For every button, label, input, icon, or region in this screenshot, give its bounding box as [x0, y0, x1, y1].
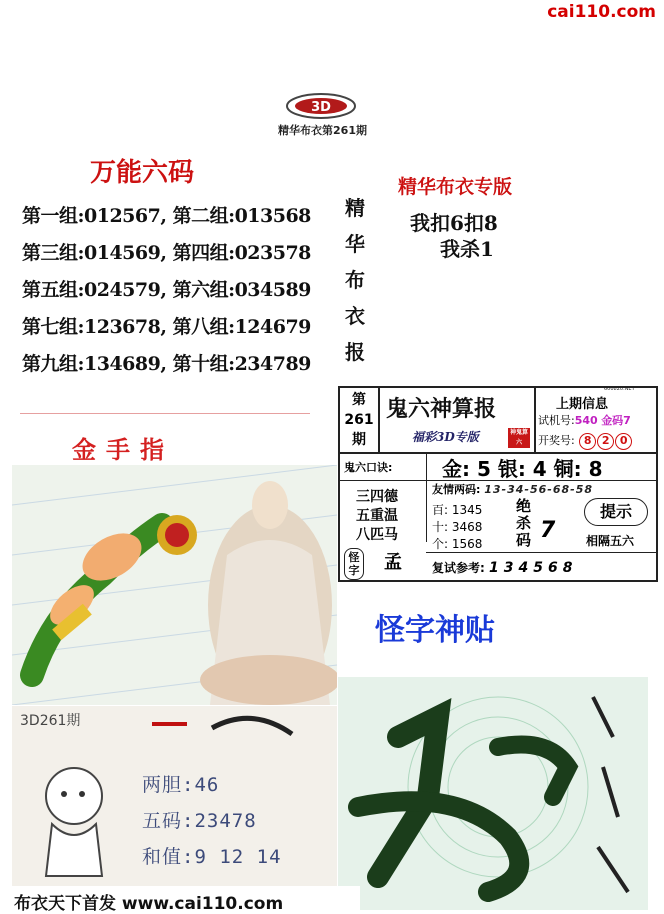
ghost-row-ref	[426, 552, 656, 581]
ref-value: 134568	[489, 560, 578, 576]
vertical-char: 衣	[345, 304, 365, 328]
vertical-char: 华	[345, 232, 365, 256]
draw-ball: 8	[579, 433, 596, 450]
ghost-left-line: 五重温	[356, 508, 398, 524]
ghost-period-part: 期	[352, 432, 366, 448]
vertical-char: 布	[345, 268, 365, 292]
footer-bar	[0, 886, 360, 914]
ghost-left-lines	[356, 488, 416, 545]
calligraphy-panel	[338, 677, 648, 910]
guaizi-label: 怪字	[344, 548, 364, 580]
draw-ball: 2	[597, 433, 614, 450]
friend-label: 友情两码:	[432, 483, 481, 496]
friend-codes	[432, 481, 593, 497]
vertical-char: 精	[345, 196, 365, 220]
draw-ball: 0	[615, 433, 632, 450]
draw-number	[538, 432, 632, 450]
ghost-watermark: 600820.NET	[604, 386, 635, 392]
period-label: 精华布衣第261期	[278, 124, 367, 137]
bai-line: 百: 1345	[432, 503, 483, 517]
group-row: 第三组:014569, 第四组:023578	[22, 242, 311, 264]
kou-text: 我扣6扣8	[410, 211, 498, 235]
bottom-left-panel	[12, 706, 337, 886]
last-period-title: 上期信息	[556, 397, 609, 412]
ghost-separator	[426, 452, 427, 542]
ge-line: 个: 1568	[432, 537, 483, 551]
bai-shi-ge	[432, 502, 482, 553]
ref-line	[432, 559, 577, 576]
ghost-six-table	[338, 386, 658, 582]
jsm-number: 7	[540, 518, 556, 543]
bl-line: 五码:23478	[142, 810, 257, 832]
friend-value: 13-34-56-68-58	[484, 483, 594, 496]
group-row: 第一组:012567, 第二组:013568	[22, 205, 311, 227]
ghost-header	[340, 388, 656, 454]
ghost-badge: 神鬼算六	[509, 429, 528, 446]
vertical-char: 报	[345, 340, 365, 364]
shi-line: 十: 3468	[432, 520, 483, 534]
hint-badge: 提示	[584, 498, 648, 526]
group-row: 第七组:123678, 第八组:124679	[22, 316, 311, 338]
hand-guanyin-image	[12, 465, 337, 705]
gold-code: 金码7	[601, 414, 631, 427]
ghost-kj-label: 鬼六口诀:	[344, 461, 393, 474]
ghost-title: 鬼六神算报	[386, 396, 497, 422]
gold-silver-copper: 金: 5 银: 4 铜: 8	[442, 457, 603, 481]
group-row: 第五组:024579, 第六组:034589	[22, 279, 311, 301]
ghost-left-line: 三四德	[356, 489, 398, 505]
six-codes-groups	[22, 198, 311, 383]
test-label: 试机号:	[538, 414, 575, 427]
guai-title: 怪字神贴	[375, 613, 495, 648]
bl-line: 和值:9 12 14	[142, 846, 282, 868]
ghost-subtitle: 福彩3D专版	[412, 430, 479, 444]
bl-period: 3D261期	[20, 713, 81, 729]
ghost-period-part: 第	[352, 392, 366, 408]
ghost-row-gold	[340, 452, 656, 481]
3d-logo	[283, 92, 359, 120]
vertical-title	[340, 190, 370, 370]
group-row: 第九组:134689, 第十组:234789	[22, 353, 311, 375]
footer-text: 布衣天下首发 www.cai110.com	[14, 894, 284, 914]
hint-text: 相隔五六	[586, 534, 635, 548]
hand-illustration	[12, 465, 337, 705]
six-codes-title: 万能六码	[90, 158, 195, 188]
bl-line: 两胆:46	[142, 774, 220, 796]
sha-text: 我杀1	[440, 237, 494, 261]
ref-label: 复试参考:	[432, 561, 485, 575]
ghost-left-line: 八匹马	[356, 527, 398, 543]
logo-text: 3D	[311, 100, 331, 115]
divider	[20, 413, 310, 414]
ghost-period	[340, 388, 380, 452]
last-period-info	[534, 388, 658, 452]
site-name: cai110.com	[547, 2, 656, 22]
hidden-char: 孟	[384, 552, 402, 573]
pro-edition-title: 精华布衣专版	[398, 176, 513, 198]
test-value: 540	[574, 414, 598, 427]
calligraphy-image	[338, 677, 648, 910]
goldfinger-title: 金手指	[72, 435, 174, 464]
test-number	[538, 412, 631, 428]
draw-label: 开奖号:	[538, 434, 575, 447]
jsm-label: 绝杀码	[516, 497, 532, 549]
ghost-period-part: 261	[344, 412, 374, 428]
